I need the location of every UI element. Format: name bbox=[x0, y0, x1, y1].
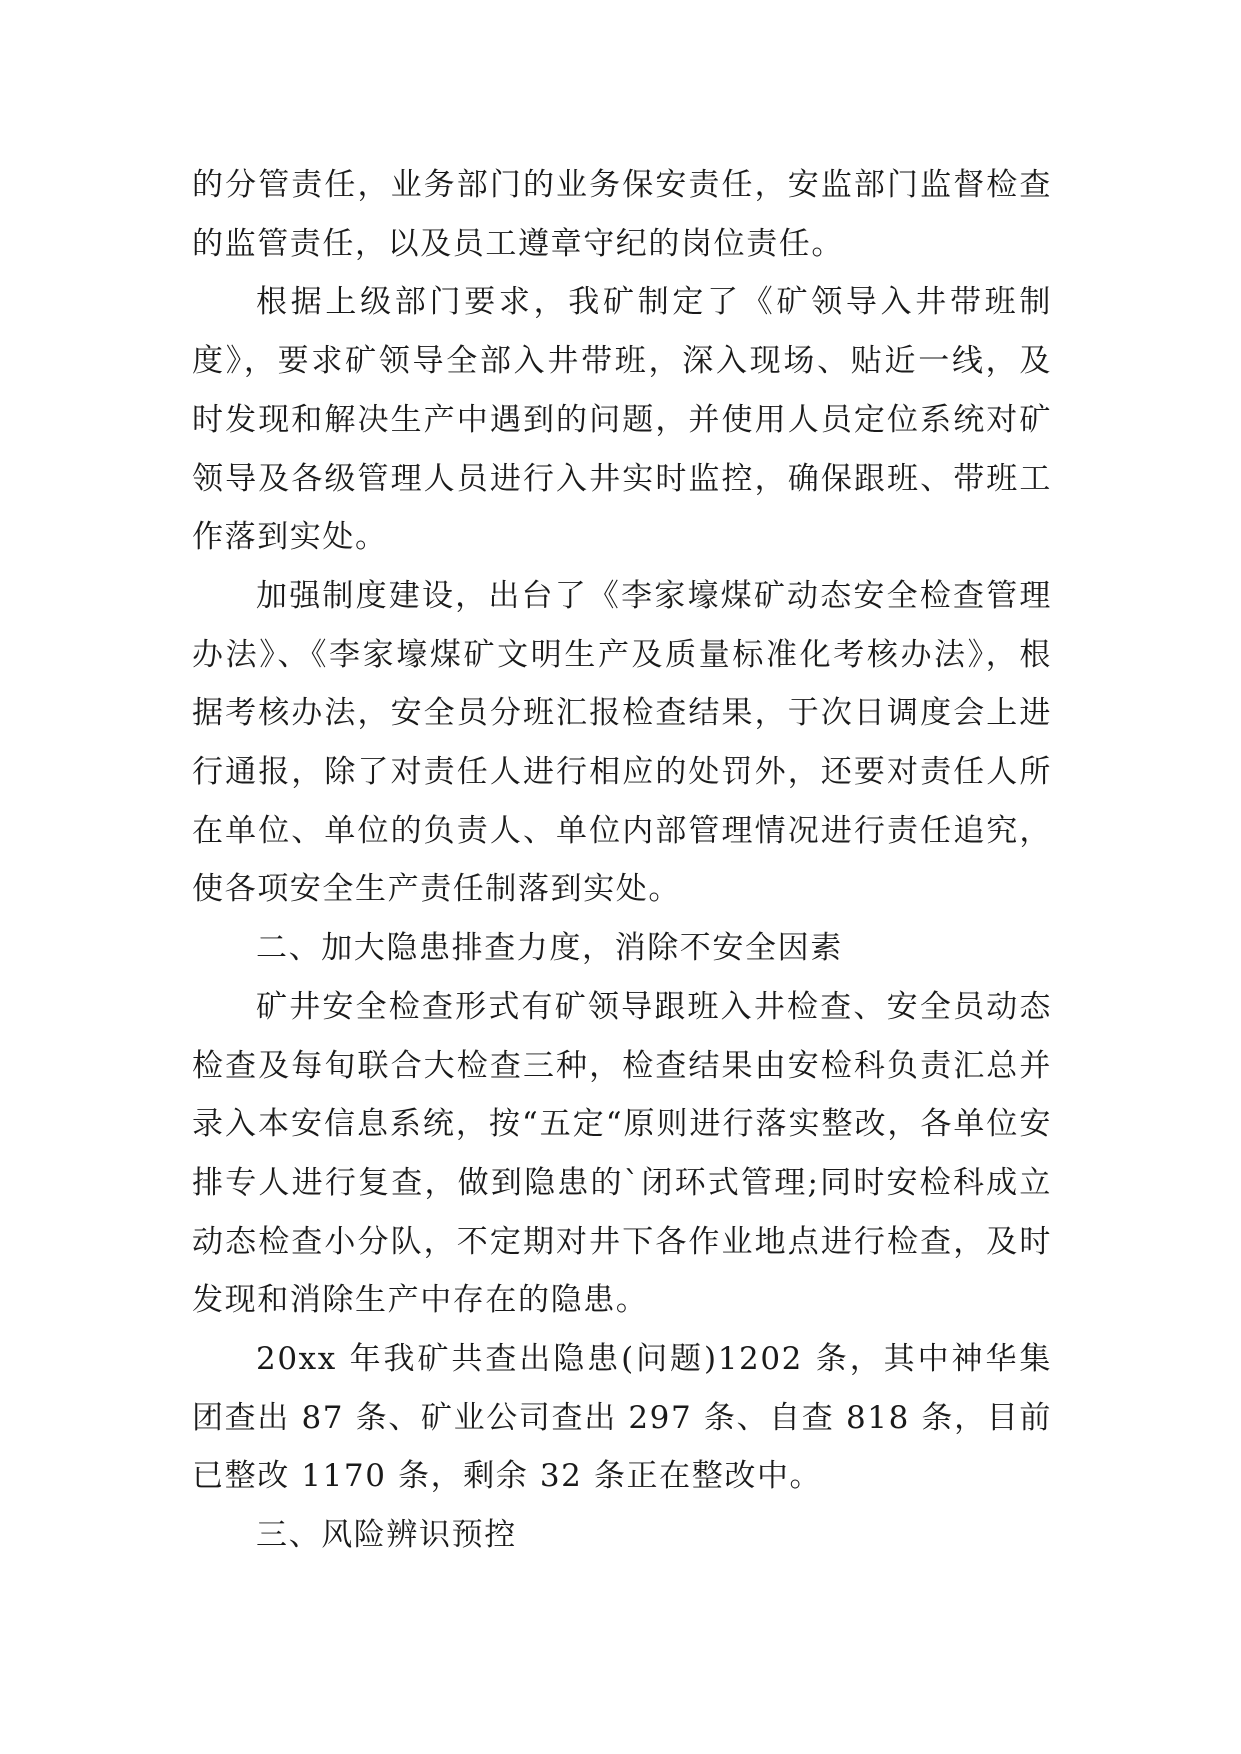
section-heading-hazard-inspection: 二、加大隐患排查力度，消除不安全因素 bbox=[256, 930, 843, 967]
document-page bbox=[192, 156, 1052, 1565]
paragraph-inspection-forms: 矿井安全检查形式有矿领导跟班入井检查、安全员动态检查及每旬联合大检查三种，检查结果由安检科负责汇总并录入本安信息系统，按“五定“原则进行落实整改，各单位安排专人进行复查，做到隐患的`闭环式管理;同时安检科成立动态检查小分队，不定期对井下各作业地点进行检查，及时发现和消除生产中存在的隐患。 bbox=[192, 988, 1052, 1319]
paragraph-leader-shift-policy: 根据上级部门要求，我矿制定了《矿领导入井带班制度》，要求矿领导全部入井带班，深入现场、贴近一线，及时发现和解决生产中遇到的问题，并使用人员定位系统对矿领导及各级管理人员进行入井实时监控，确保跟班、带班工作落到实处。 bbox=[192, 284, 1052, 556]
section-heading-risk-identification: 三、风险辨识预控 bbox=[256, 1517, 517, 1554]
paragraph-hazard-statistics: 20xx 年我矿共查出隐患(问题)1202 条，其中神华集团查出 87 条、矿业公司查出 297 条、自查 818 条，目前已整改 1170 条，剩余 32 条正在整改中。 bbox=[192, 1341, 1052, 1495]
paragraph-continuation: 的分管责任，业务部门的业务保安责任，安监部门监督检查的监管责任，以及员工遵章守纪的岗位责任。 bbox=[192, 167, 1052, 262]
paragraph-system-building: 加强制度建设，出台了《李家壕煤矿动态安全检查管理办法》、《李家壕煤矿文明生产及质量标准化考核办法》，根据考核办法，安全员分班汇报检查结果，于次日调度会上进行通报，除了对责任人进行相应的处罚外，还要对责任人所在单位、单位的负责人、单位内部管理情况进行责任追究，使各项安全生产责任制落到实处。 bbox=[192, 577, 1052, 908]
